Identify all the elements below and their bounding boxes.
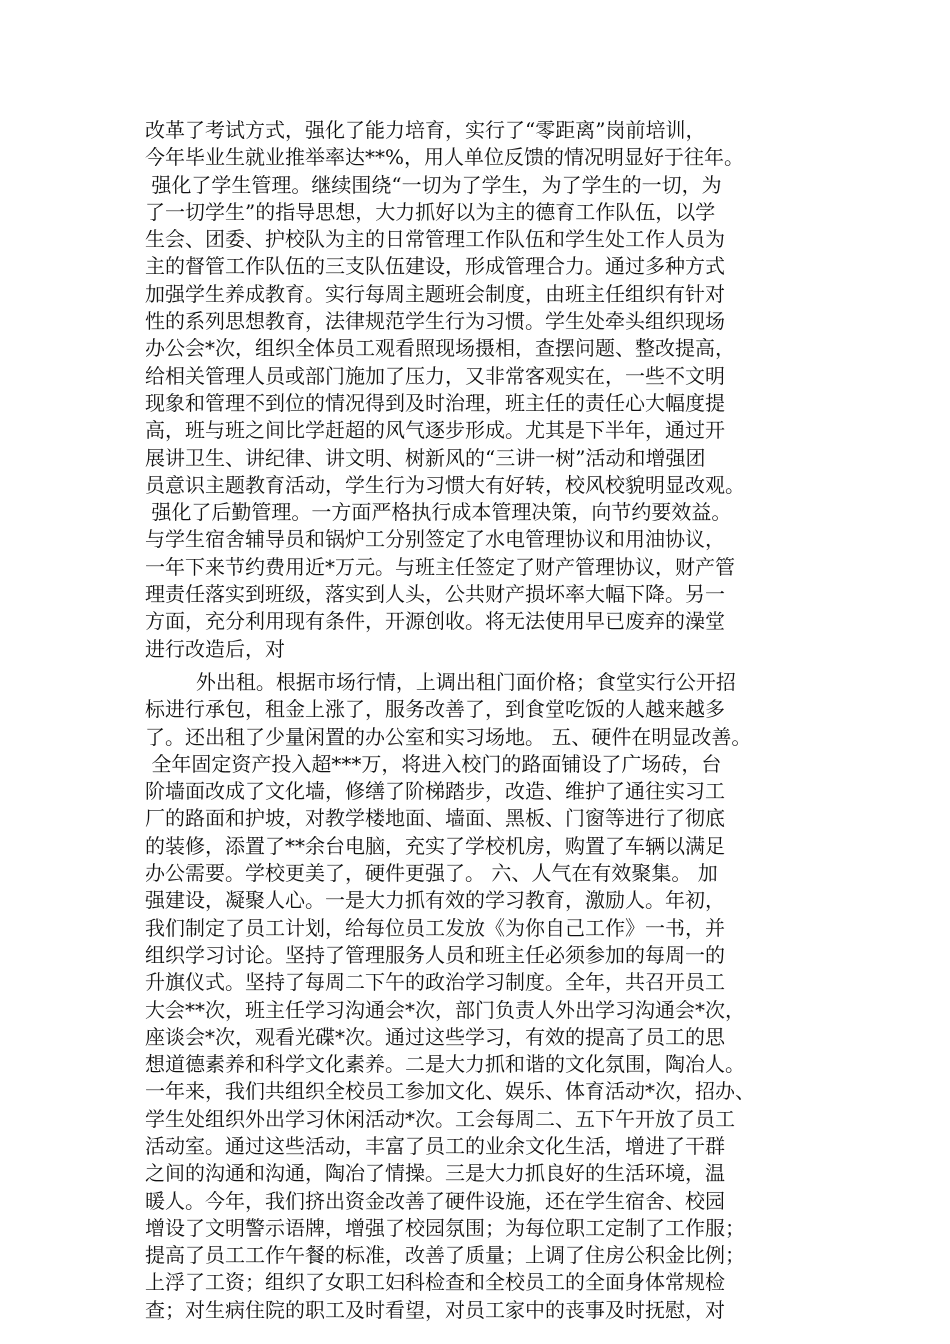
- text-line: 方面，充分利用现有条件，开源创收。将无法使用早已废弃的澡堂: [145, 609, 725, 634]
- text-line: 性的系列思想教育，法律规范学生行为习惯。学生处牵头组织现场: [145, 309, 725, 334]
- text-line: 活动室。通过这些活动，丰富了员工的业余文化生活，增进了干群: [145, 1133, 725, 1158]
- body-text: [145, 117, 825, 1324]
- text-line: 一年下来节约费用近*万元。与班主任签定了财产管理协议，财产管: [145, 554, 735, 579]
- text-line: 强化了学生管理。继续围绕“一切为了学生，为了学生的一切，为: [145, 172, 722, 197]
- text-line: 了一切学生”的指导思想，大力抓好以为主的德育工作队伍，以学: [145, 199, 716, 224]
- text-line: 增设了文明警示语牌，增强了校园氛围；为每位职工定制了工作服；: [145, 1215, 745, 1240]
- text-line: 之间的沟通和沟通，陶冶了情操。三是大力抓良好的生活环境，温: [145, 1161, 725, 1186]
- text-line: 我们制定了员工计划，给每位员工发放《为你自己工作》一书，并: [145, 915, 725, 940]
- text-line: 暖人。今年，我们挤出资金改善了硬件设施，还在学生宿舍、校园: [145, 1188, 725, 1213]
- text-line: 座谈会*次，观看光碟*次。通过这些学习，有效的提高了员工的思: [145, 1024, 725, 1049]
- text-line: 加强学生养成教育。实行每周主题班会制度，由班主任组织有针对: [145, 281, 725, 306]
- text-line: 厂的路面和护坡，对教学楼地面、墙面、黑板、门窗等进行了彻底: [145, 806, 725, 831]
- text-line: 想道德素养和科学文化素养。二是大力抓和谐的文化氛围，陶冶人。: [145, 1052, 745, 1077]
- text-line: 与学生宿舍辅导员和锅炉工分别签定了水电管理协议和用油协议，: [145, 527, 725, 552]
- text-line: 今年毕业生就业推举率达**%，用人单位反馈的情况明显好于往年。: [145, 145, 745, 170]
- text-line: 进行改造后，对: [145, 636, 285, 661]
- text-line: 生会、团委、护校队为主的日常管理工作队伍和学生处工作人员为: [145, 227, 725, 252]
- text-line: 学生处组织外出学习休闲活动*次。工会每周二、五下午开放了员工: [145, 1106, 735, 1131]
- text-line: 员意识主题教育活动，学生行为习惯大有好转，校风校貌明显改观。: [145, 472, 745, 497]
- text-line: 强化了后勤管理。一方面严格执行成本管理决策，向节约要效益。: [145, 500, 732, 525]
- text-line: 一年来，我们共组织全校员工参加文化、娱乐、体育活动*次，招办、: [145, 1079, 755, 1104]
- text-line: 组织学习讨论。坚持了管理服务人员和班主任必须参加的每周一的: [145, 942, 725, 967]
- text-line: 理责任落实到班级，落实到人头，公共财产损坏率大幅下降。另一: [145, 582, 725, 607]
- text-line: 的装修，添置了**余台电脑，充实了学校机房，购置了车辆以满足: [145, 833, 725, 858]
- text-line: 提高了员工工作午餐的标准，改善了质量；上调了住房公积金比例；: [145, 1243, 745, 1268]
- text-line: 办公需要。学校更美了，硬件更强了。 六、人气在有效聚集。 加: [145, 861, 718, 886]
- text-line: 改革了考试方式，强化了能力培育，实行了“零距离”岗前培训，: [145, 118, 706, 142]
- text-line: 给相关管理人员或部门施加了压力，又非常客观实在，一些不文明: [145, 363, 725, 388]
- text-line: 强建设，凝聚人心。一是大力抓有效的学习教育，激励人。年初，: [145, 888, 725, 913]
- text-line: 查；对生病住院的职工及时看望，对员工家中的丧事及时抚慰，对: [145, 1297, 725, 1322]
- text-line: 现象和管理不到位的情况得到及时治理，班主任的责任心大幅度提: [145, 390, 725, 415]
- text-line: 外出租。根据市场行情，上调出租门面价格；食堂实行公开招: [145, 669, 736, 694]
- text-line: 升旗仪式。坚持了每周二下午的政治学习制度。全年，共召开员工: [145, 970, 725, 995]
- text-line: 主的督管工作队伍的三支队伍建设，形成管理合力。通过多种方式: [145, 254, 725, 279]
- text-line: 全年固定资产投入超***万，将进入校门的路面铺设了广场砖，台: [145, 751, 722, 776]
- text-line: 标进行承包，租金上涨了，服务改善了，到食堂吃饭的人越来越多: [145, 697, 725, 722]
- text-line: 了。还出租了少量闲置的办公室和实习场地。 五、硬件在明显改善。: [145, 724, 752, 749]
- text-line: 办公会*次，组织全体员工观看照现场摄相，查摆问题、整改提高，: [145, 336, 735, 361]
- text-line: 上浮了工资；组织了女职工妇科检查和全校员工的全面身体常规检: [145, 1270, 725, 1295]
- text-line: 高，班与班之间比学赶超的风气逐步形成。尤其是下半年，通过开: [145, 418, 725, 443]
- text-line: 展讲卫生、讲纪律、讲文明、树新风的“三讲一树”活动和增强团: [145, 445, 706, 470]
- text-line: 大会**次，班主任学习沟通会*次，部门负责人外出学习沟通会*次，: [145, 997, 745, 1022]
- text-line: 阶墙面改成了文化墙，修缮了阶梯踏步，改造、维护了通往实习工: [145, 779, 725, 804]
